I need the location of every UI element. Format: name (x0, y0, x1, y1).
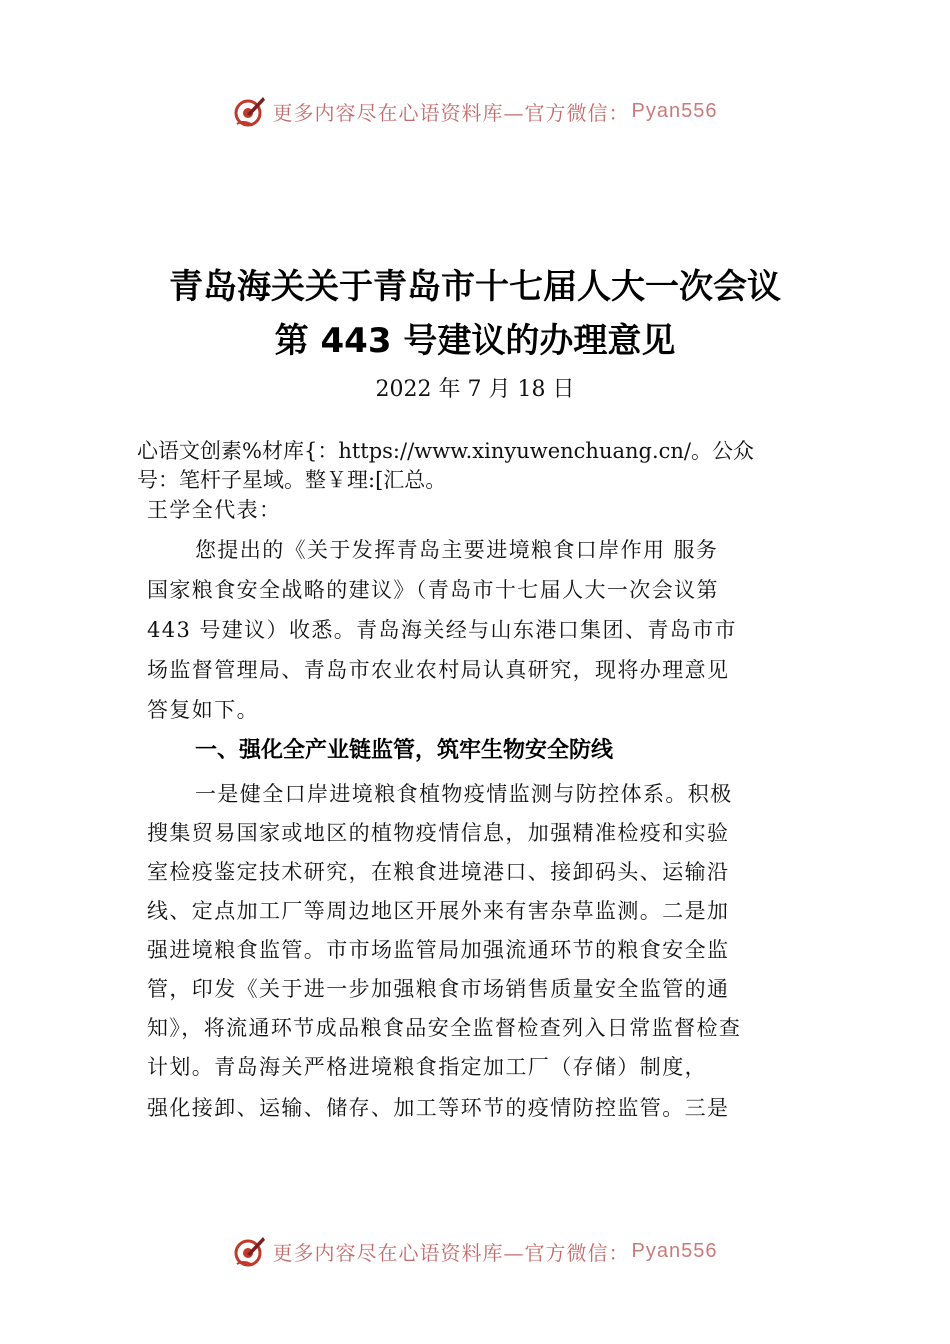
pen-logo-icon (233, 94, 267, 128)
watermark-banner-top (0, 94, 950, 128)
promo-line-2: 号：笔杆子星域。整￥理:[汇总。 (137, 468, 447, 492)
salutation: 王学全代表： (147, 498, 282, 522)
paragraph-line: 您提出的《关于发挥青岛主要进境粮食口岸作用 服务 (195, 538, 719, 562)
watermark-text: 更多内容尽在心语资料库—官方微信： (272, 100, 630, 125)
document-title-line-1: 青岛海关关于青岛市十七届人大一次会议 (169, 267, 781, 307)
pen-logo-icon (233, 1234, 267, 1268)
wechat-id: Pyan556 (631, 1239, 718, 1262)
paragraph-line: 强化接卸、运输、储存、加工等环节的疫情防控监管。三是 (147, 1096, 730, 1120)
paragraph-line: 知》，将流通环节成品粮食品安全监督检查列入日常监督检查 (147, 1016, 742, 1040)
paragraph-line: 线、定点加工厂等周边地区开展外来有害杂草监测。二是加 (147, 899, 730, 923)
section-heading: 一、强化全产业链监管，筑牢生物安全防线 (195, 738, 614, 763)
paragraph-line: 443 号建议）收悉。青岛海关经与山东港口集团、青岛市市 (147, 618, 737, 642)
watermark-text: 更多内容尽在心语资料库—官方微信： (272, 1240, 630, 1265)
paragraph-line: 强进境粮食监管。市市场监管局加强流通环节的粮食安全监 (147, 938, 730, 962)
paragraph-line: 搜集贸易国家或地区的植物疫情信息，加强精准检疫和实验 (147, 821, 730, 845)
paragraph-line: 室检疫鉴定技术研究，在粮食进境港口、接卸码头、运输沿 (147, 860, 730, 884)
wechat-id: Pyan556 (631, 99, 718, 122)
watermark-banner-bottom (0, 1234, 950, 1268)
promo-line-1: 心语文创素%材库{：https://www.xinyuwenchuang.cn/。公众 (137, 439, 755, 463)
paragraph-line: 答复如下。 (147, 698, 259, 722)
document-title-line-2: 第 443 号建议的办理意见 (274, 321, 676, 361)
document-date: 2022 年 7 月 18 日 (375, 377, 575, 402)
paragraph-line: 一是健全口岸进境粮食植物疫情监测与防控体系。积极 (195, 782, 733, 806)
paragraph-line: 国家粮食安全战略的建议》（青岛市十七届人大一次会议第 (147, 578, 719, 602)
paragraph-line: 计划。青岛海关严格进境粮食指定加工厂（存储）制度， (147, 1055, 707, 1079)
paragraph-line: 管，印发《关于进一步加强粮食市场销售质量安全监管的通 (147, 977, 730, 1001)
paragraph-line: 场监督管理局、青岛市农业农村局认真研究，现将办理意见 (147, 658, 730, 682)
